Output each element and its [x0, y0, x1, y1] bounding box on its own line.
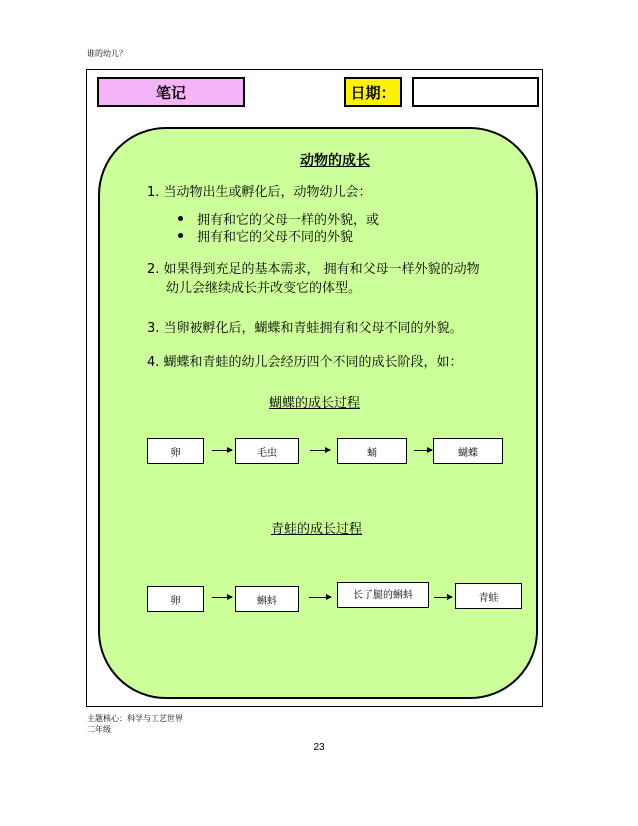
- frog-stage-egg: 卵: [147, 586, 204, 612]
- arrow-right-icon: [414, 450, 432, 451]
- bullet-2: [178, 226, 353, 245]
- arrow-right-icon: [434, 597, 452, 598]
- butterfly-stage-egg: 卵: [147, 438, 204, 464]
- date-field[interactable]: [412, 77, 539, 107]
- butterfly-stage-pupa: 蛹: [337, 438, 407, 464]
- notes-title: 笔记: [155, 83, 186, 102]
- arrow-right-icon: [310, 450, 330, 451]
- card-heading: 动物的成长: [300, 153, 370, 169]
- butterfly-stage-caterpillar: 毛虫: [235, 438, 299, 464]
- butterfly-stage-butterfly: 蝴蝶: [433, 438, 503, 464]
- point-3: 3. 当卵被孵化后，蝴蝶和青蛙拥有和父母不同的外貌。: [147, 321, 463, 336]
- bullet-1-text: 拥有和它的父母一样的外貌，或: [197, 213, 380, 228]
- footer-theme: 主题核心：科学与工艺世界: [87, 714, 183, 723]
- footer-grade: 二年级: [87, 725, 111, 734]
- arrow-right-icon: [212, 597, 232, 598]
- bullet-dot-icon: [178, 233, 183, 238]
- date-label-box: [344, 77, 402, 107]
- frog-stage-tadpole: 蝌蚪: [235, 586, 299, 612]
- arrow-right-icon: [212, 450, 232, 451]
- point-4: 4. 蝴蝶和青蛙的幼儿会经历四个不同的成长阶段，如：: [147, 355, 463, 370]
- frog-stage-frog: 青蛙: [455, 583, 522, 609]
- notes-title-box: [97, 77, 245, 107]
- frog-stage-legged-tadpole: 长了腿的蝌蚪: [337, 582, 429, 608]
- bullet-dot-icon: [178, 216, 183, 221]
- bullet-2-text: 拥有和它的父母不同的外貌: [197, 230, 354, 245]
- arrow-right-icon: [309, 597, 331, 598]
- page-number: 23: [313, 742, 325, 753]
- butterfly-process-title: 蝴蝶的成长过程: [269, 396, 361, 411]
- header-title: 谁的幼儿？: [87, 49, 127, 58]
- date-label: 日期：: [350, 83, 396, 102]
- point-1: 1. 当动物出生或孵化后，动物幼儿会：: [147, 185, 372, 200]
- point-2-line-2: 幼儿会继续成长并改变它的体型。: [166, 281, 362, 296]
- point-2-line-1: 2. 如果得到充足的基本需求， 拥有和父母一样外貌的动物: [147, 262, 480, 277]
- frog-process-title: 青蛙的成长过程: [271, 522, 363, 537]
